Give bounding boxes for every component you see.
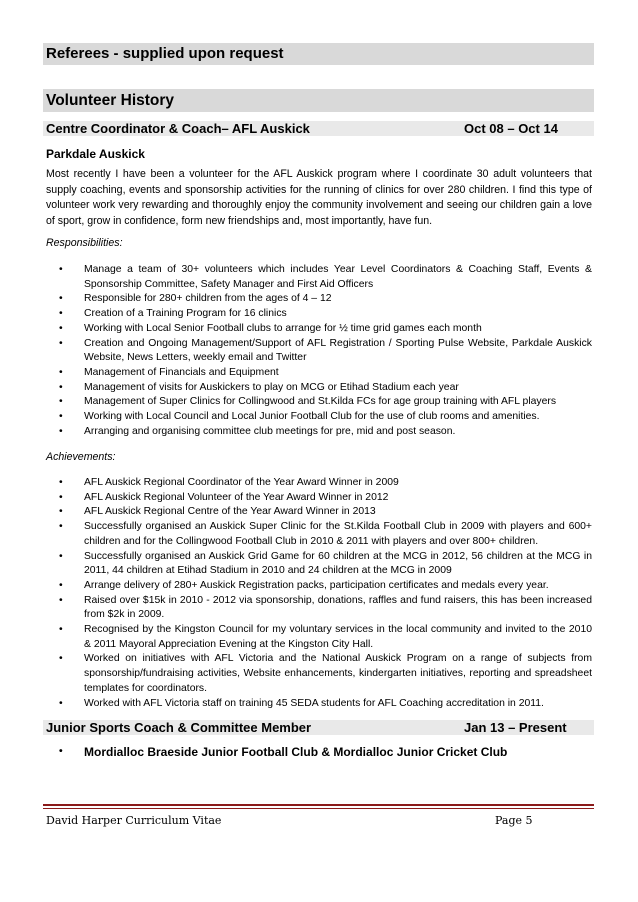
list-item-text: Successfully organised an Auskick Super Clinic for the St.Kilda Football Club in 2009 with players and 600+ children and for the Collingwood Football Club in 2010 & 2011 with players and over 800+ children. (84, 521, 592, 547)
list-item-text: Management of visits for Auskickers to play on MCG or Etihad Stadium each year (84, 381, 459, 393)
bullet-icon: • (59, 425, 63, 437)
bullet-icon: • (59, 521, 63, 533)
list-item (46, 652, 592, 696)
list-item-text: AFL Auskick Regional Centre of the Year Award Winner in 2013 (84, 506, 376, 518)
bullet-icon: • (59, 746, 63, 757)
list-item (46, 381, 592, 396)
bullet-icon: • (59, 579, 63, 591)
bullet-icon: • (59, 491, 63, 503)
bullet-icon: • (59, 697, 63, 709)
bullet-icon: • (59, 293, 63, 305)
list-item (46, 491, 592, 506)
list-item (46, 395, 592, 410)
list-item-text: Worked on initiatives with AFL Victoria and the National Auskick Program on a range of subjects from sponsorship/fundraising activities, Website enhancements, kindergarten initiatives, reporting and spreadsheet templates for coordinators. (84, 653, 592, 694)
achievements-list (46, 476, 592, 711)
list-item-text: Mordialloc Braeside Junior Football Club & Mordialloc Junior Cricket Club (84, 745, 508, 759)
bullet-icon: • (59, 653, 63, 665)
bullet-icon: • (59, 624, 63, 636)
list-item-text: Arrange delivery of 280+ Auskick Registration packs, participation certificates and medals every year. (84, 579, 549, 591)
footer-document-title: David Harper Curriculum Vitae (46, 814, 222, 827)
list-item-text: Creation and Ongoing Management/Support of AFL Registration / Sporting Pulse Website, Parkdale Auskick Website, News Letters, weekly email and Twitter (84, 337, 592, 364)
role-dates: Oct 08 – Oct 14 (464, 121, 558, 136)
page-number: Page 5 (495, 814, 533, 827)
list-item-text: Worked with AFL Victoria staff on training 45 SEDA students for AFL Coaching accreditation in 2011. (84, 697, 544, 709)
referees-heading: Referees - supplied upon request (46, 45, 284, 62)
list-item (46, 425, 592, 440)
list-item (46, 307, 592, 322)
list-item (46, 594, 592, 623)
referees-section-header (43, 43, 594, 65)
list-item-text: Management of Financials and Equipment (84, 366, 279, 378)
list-item (46, 292, 592, 307)
bullet-icon: • (59, 337, 63, 349)
list-item-text: Successfully organised an Auskick Grid Game for 60 children at the MCG in 2012, 56 children at the MCG in 2011, 44 children at Etihad Stadium in 2010 and 24 children at the MCG in 2009 (84, 550, 592, 577)
bullet-icon: • (59, 477, 63, 488)
junior-clubs-list (46, 744, 592, 760)
footer-rule-thin (43, 808, 594, 809)
list-item (46, 697, 592, 712)
list-item-text: Working with Local Council and Local Junior Football Club for the use of club rooms and amenities. (84, 411, 540, 423)
bullet-icon: • (59, 308, 63, 320)
list-item-text: Arranging and organising committee club meetings for pre, mid and post season. (84, 425, 456, 437)
list-item-text: Working with Local Senior Football clubs to arrange for ½ time grid games each month (84, 322, 482, 334)
list-item (46, 550, 592, 579)
list-item-text: Management of Super Clinics for Collingwood and St.Kilda FCs for age group training with AFL players (84, 396, 557, 408)
footer-rule (43, 804, 594, 806)
bullet-icon: • (59, 322, 63, 334)
list-item (46, 476, 592, 491)
list-item-text: Creation of a Training Program for 16 clinics (84, 308, 287, 320)
responsibilities-label: Responsibilities: (46, 237, 123, 249)
organisation-name: Parkdale Auskick (46, 147, 145, 161)
bullet-icon: • (59, 366, 63, 378)
bullet-icon: • (59, 381, 63, 393)
bullet-icon: • (59, 396, 63, 408)
role-description: Most recently I have been a volunteer for the AFL Auskick program where I coordinate 30 adult volunteers that supply coaching, events and sponsorship activities for the running of clinics for over 280 children. I find this type of volunteer work very rewarding and thoroughly enjoy the community involvement and seeing our children gain a love of sport, grow in confidence, form new friendships and, most importantly, have fun. (46, 168, 592, 227)
list-item (46, 623, 592, 652)
list-item-text: Recognised by the Kingston Council for my voluntary services in the local community and invited to the 2010 & 2011 Mayoral Appreciation Evening at the Kingston City Hall. (84, 624, 592, 650)
bullet-icon: • (59, 506, 63, 518)
role-dates: Jan 13 – Present (464, 720, 567, 735)
list-item-text: Raised over $15k in 2010 - 2012 via sponsorship, donations, raffles and fund raisers, this has been increased from $2k in 2009. (84, 594, 592, 621)
bullet-icon: • (59, 594, 63, 606)
bullet-icon: • (59, 411, 63, 423)
responsibilities-list (46, 263, 592, 439)
list-item (46, 579, 592, 594)
bullet-icon: • (59, 264, 63, 275)
volunteer-heading: Volunteer History (46, 92, 175, 109)
list-item-text: Manage a team of 30+ volunteers which includes Year Level Coordinators & Coaching Staff, Events & Sponsorship Committee, Safety Manager and First Aid Officers (84, 264, 592, 290)
achievements-label: Achievements: (46, 451, 116, 463)
list-item-text: AFL Auskick Regional Coordinator of the Year Award Winner in 2009 (84, 477, 399, 488)
list-item-text: AFL Auskick Regional Volunteer of the Year Award Winner in 2012 (84, 491, 389, 503)
list-item (46, 366, 592, 381)
list-item (46, 410, 592, 425)
list-item (46, 322, 592, 337)
role-header-junior-sports (43, 720, 594, 735)
list-item (46, 744, 592, 760)
bullet-icon: • (59, 550, 63, 562)
list-item (46, 337, 592, 366)
role-header-auskick (43, 121, 594, 136)
role-title: Centre Coordinator & Coach– AFL Auskick (46, 121, 310, 136)
list-item-text: Responsible for 280+ children from the ages of 4 – 12 (84, 293, 332, 305)
list-item (46, 263, 592, 292)
list-item (46, 520, 592, 549)
role-title: Junior Sports Coach & Committee Member (46, 720, 312, 735)
volunteer-section-header (43, 89, 594, 112)
list-item (46, 505, 592, 520)
